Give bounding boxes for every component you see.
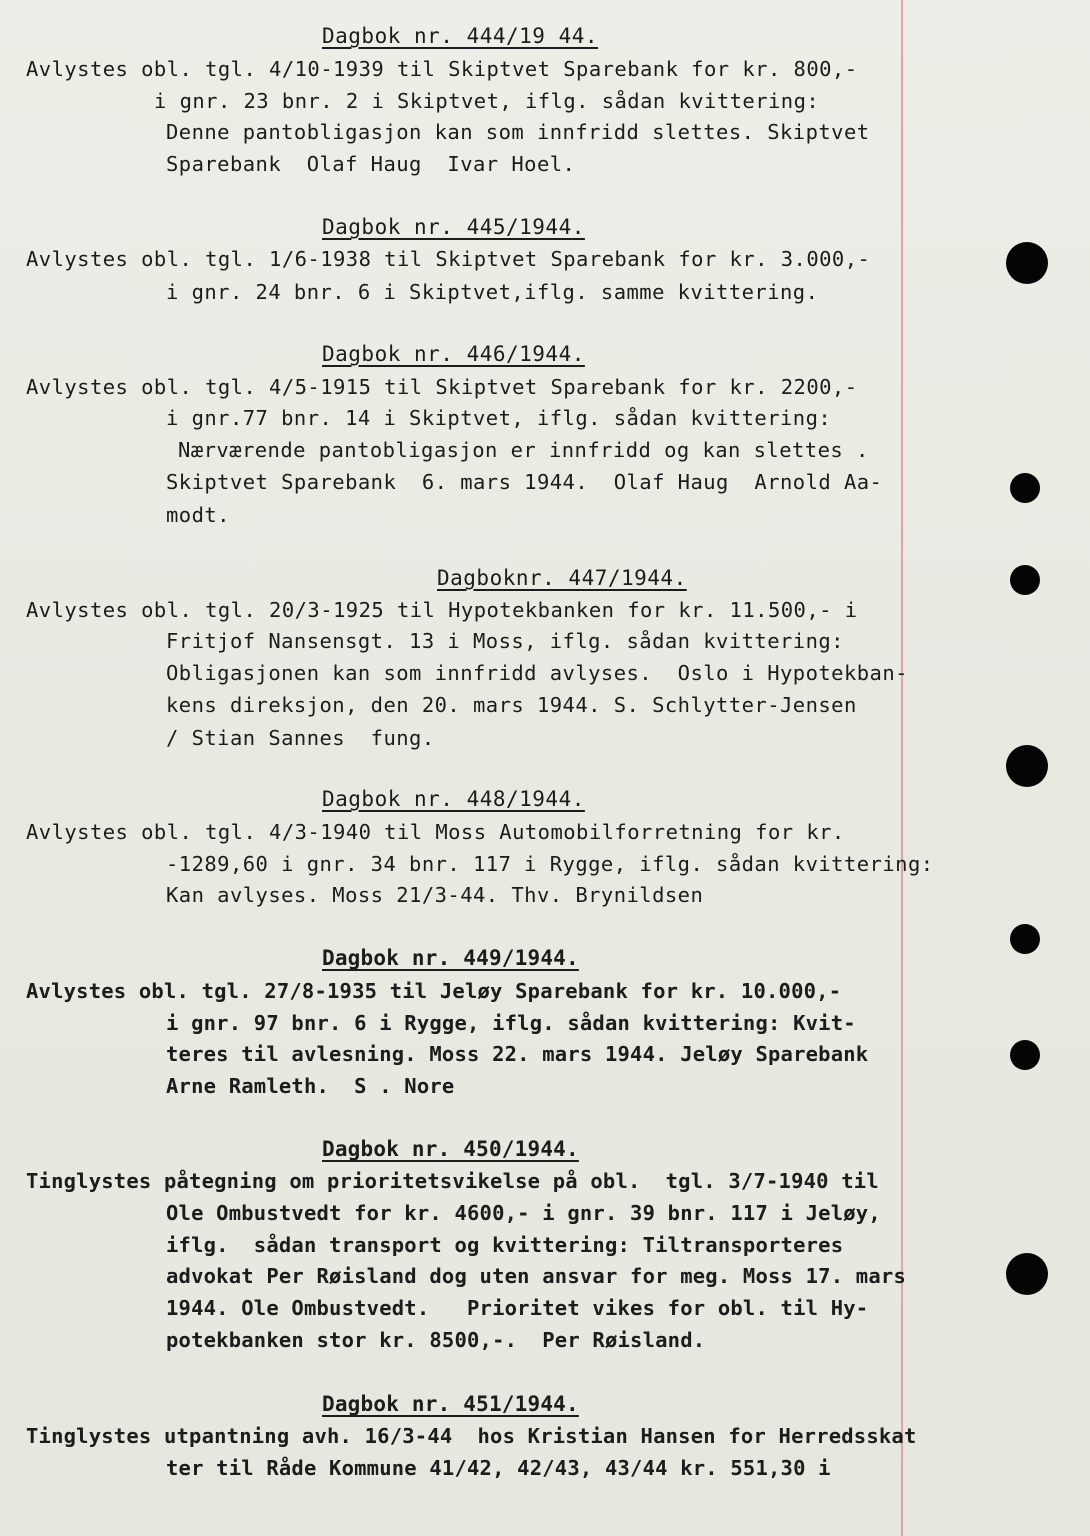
entry-heading: Dagbok nr. 446/1944. xyxy=(322,342,585,366)
entry-heading: Dagbok nr. 449/1944. xyxy=(322,946,579,970)
entry-line: / Stian Sannes fung. xyxy=(166,726,435,750)
entry-line: Kan avlyses. Moss 21/3-44. Thv. Brynildsen xyxy=(166,883,704,907)
entry-line: Nærværende pantobligasjon er innfridd og kan slettes . xyxy=(178,438,869,462)
entry-line: i gnr. 23 bnr. 2 i Skiptvet, iflg. sådan kvittering: xyxy=(154,89,820,113)
punch-hole xyxy=(1006,745,1048,787)
entry-line: i gnr.77 bnr. 14 i Skiptvet, iflg. sådan kvittering: xyxy=(166,406,832,430)
entry-line: Avlystes obl. tgl. 4/5-1915 til Skiptvet Sparebank for kr. 2200,- xyxy=(26,375,858,399)
entry-line: Arne Ramleth. S . Nore xyxy=(166,1074,455,1098)
entry-line: 1944. Ole Ombustvedt. Prioritet vikes for obl. til Hy- xyxy=(166,1296,869,1320)
entry-line: Sparebank Olaf Haug Ivar Hoel. xyxy=(166,152,576,176)
entry-line: kens direksjon, den 20. mars 1944. S. Schlytter-Jensen xyxy=(166,693,857,717)
entry-heading: Dagbok nr. 450/1944. xyxy=(322,1137,579,1161)
entry-line: Avlystes obl. tgl. 1/6-1938 til Skiptvet Sparebank for kr. 3.000,- xyxy=(26,247,871,271)
entry-heading: Dagbok nr. 444/19 44. xyxy=(322,24,599,48)
entry-line: iflg. sådan transport og kvittering: Tiltransporteres xyxy=(166,1233,844,1257)
margin-rule xyxy=(901,0,903,1536)
entry-heading: Dagboknr. 447/1944. xyxy=(437,566,687,590)
entry-line: Tinglystes utpantning avh. 16/3-44 hos Kristian Hansen for Herredsskat xyxy=(26,1424,917,1448)
entry-line: Skiptvet Sparebank 6. mars 1944. Olaf Haug Arnold Aa- xyxy=(166,470,883,494)
entry-line: Ole Ombustvedt for kr. 4600,- i gnr. 39 bnr. 117 i Jeløy, xyxy=(166,1201,881,1225)
entry-heading: Dagbok nr. 445/1944. xyxy=(322,215,585,239)
entry-line: Avlystes obl. tgl. 4/10-1939 til Skiptvet Sparebank for kr. 800,- xyxy=(26,57,858,81)
entry-heading: Dagbok nr. 448/1944. xyxy=(322,787,585,811)
punch-hole xyxy=(1006,242,1048,284)
punch-hole xyxy=(1010,565,1040,595)
entry-line: ter til Råde Kommune 41/42, 42/43, 43/44 kr. 551,30 i xyxy=(166,1456,831,1480)
punch-hole xyxy=(1006,1253,1048,1295)
punch-hole xyxy=(1010,924,1040,954)
entry-line: advokat Per Røisland dog uten ansvar for meg. Moss 17. mars xyxy=(166,1264,906,1288)
entry-line: Avlystes obl. tgl. 27/8-1935 til Jeløy Sparebank for kr. 10.000,- xyxy=(26,979,842,1003)
punch-hole xyxy=(1010,473,1040,503)
entry-line: i gnr. 97 bnr. 6 i Rygge, iflg. sådan kvittering: Kvit- xyxy=(166,1011,856,1035)
punch-hole xyxy=(1010,1040,1040,1070)
entry-heading: Dagbok nr. 451/1944. xyxy=(322,1392,579,1416)
entry-line: Avlystes obl. tgl. 4/3-1940 til Moss Automobilforretning for kr. xyxy=(26,820,845,844)
entry-line: Obligasjonen kan som innfridd avlyses. Oslo i Hypotekban- xyxy=(166,661,908,685)
entry-line: Fritjof Nansensgt. 13 i Moss, iflg. sådan kvittering: xyxy=(166,629,844,653)
entry-line: modt. xyxy=(166,503,230,527)
entry-line: teres til avlesning. Moss 22. mars 1944. Jeløy Sparebank xyxy=(166,1042,869,1066)
entry-line: potekbanken stor kr. 8500,-. Per Røisland. xyxy=(166,1328,706,1352)
entry-line: Avlystes obl. tgl. 20/3-1925 til Hypotekbanken for kr. 11.500,- i xyxy=(26,598,858,622)
entry-line: Tinglystes påtegning om prioritetsvikelse på obl. tgl. 3/7-1940 til xyxy=(26,1169,879,1193)
entry-line: i gnr. 24 bnr. 6 i Skiptvet,iflg. samme kvittering. xyxy=(166,280,819,304)
entry-line: -1289,60 i gnr. 34 bnr. 117 i Rygge, iflg. sådan kvittering: xyxy=(166,852,934,876)
entry-line: Denne pantobligasjon kan som innfridd slettes. Skiptvet xyxy=(166,120,870,144)
